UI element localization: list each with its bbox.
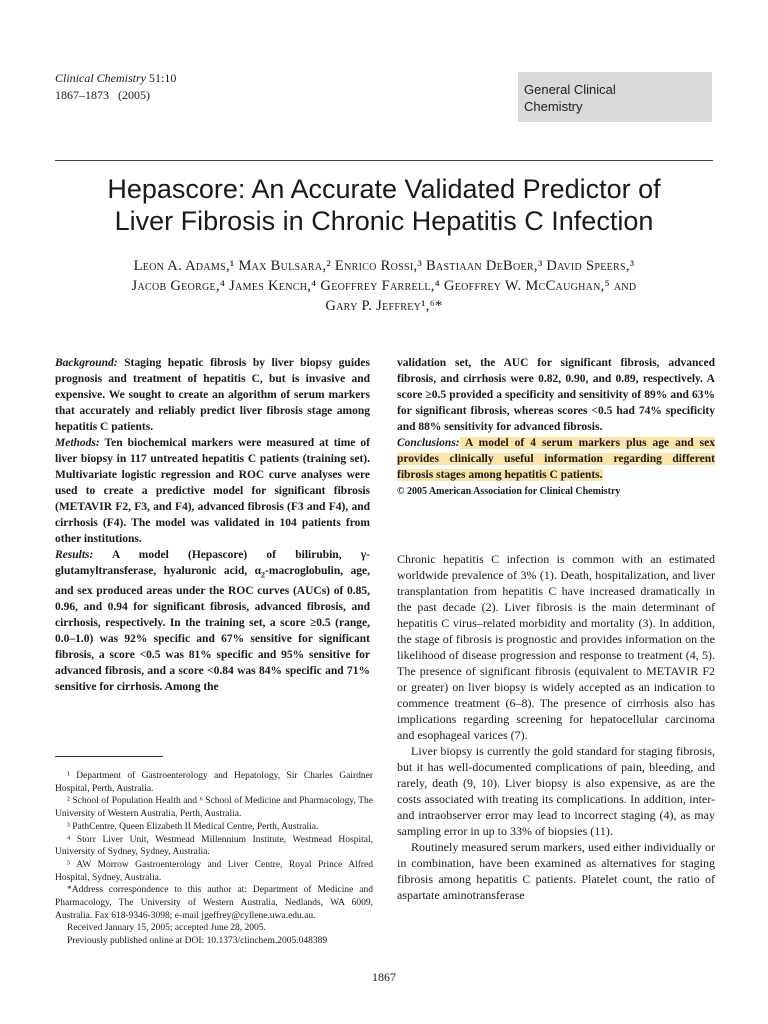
results-text-b: -macroglobulin, age, and sex produced areas under the ROC curves (AUCs) of 0.85, 0.96, and 0.94 for significant fibrosis, advanced fibrosis, and cirrhosis, respectively. In the training set, a score ≥0.5 (range, 0.0–1.0) was 92% specific and 67% sensitive for significant fibrosis, a score <0.5 was 81% specific and 95% sensitive for advanced fibrosis, and a score <0.84 was 84% specific and 71% sensitive for cirrhosis. Among the (55, 565, 370, 694)
conclusions-highlighted-text: A model of 4 serum markers plus age and sex provides clinically useful information regarding different fibrosis stages among hepatitis C patients. (397, 437, 715, 481)
section-label (518, 72, 712, 122)
results-text-a: A model (Hepascore) of bilirubin, γ-glutamyltransferase, hyaluronic acid, α (55, 549, 370, 577)
background-text: Staging hepatic fibrosis by liver biopsy guides prognosis and treatment of hepatitis C, but is invasive and expensive. We sought to create an algorithm of serum markers that accurately and reliably predict liver fibrosis stage among hepatitis C patients. (55, 357, 370, 433)
footnote-correspondence: *Address correspondence to this author at: Department of Medicine and Pharmacology, The University of Western Australia, Nedlands, WA 6009, Australia. Fax 618-9346-3098; e-mail jgeffrey@cyllene.uwa.edu.au. (55, 885, 373, 921)
authors-line3: Gary P. Jeffrey¹,⁶* (325, 298, 443, 314)
footnote-received: Received January 15, 2005; accepted June 28, 2005. (67, 923, 266, 934)
footnote-5: ⁵ AW Morrow Gastroenterology and Liver Centre, Royal Prince Alfred Hospital, Sydney, Australia. (55, 859, 373, 883)
footnote-1: ¹ Department of Gastroenterology and Hepatology, Sir Charles Gairdner Hospital, Perth, Australia. (55, 771, 373, 794)
abstract-results-continued: validation set, the AUC for significant fibrosis, advanced fibrosis, and cirrhosis were 0.82, 0.90, and 0.89, respectively. A score ≥0.5 provided a specificity and sensitivity of 89% and 63% for significant fibrosis, whereas scores <0.5 had 74% specificity and 88% sensitivity for advanced fibrosis. (397, 357, 715, 433)
page-number: 1867 (372, 970, 396, 984)
header-divider (55, 160, 713, 161)
abstract-methods (55, 435, 370, 547)
abstract-background (55, 355, 370, 435)
section-label-line2: Chemistry (524, 99, 583, 114)
abstract-conclusions (397, 435, 715, 483)
footnote-doi: Previously published online at DOI: 10.1373/clinchem.2005.048389 (67, 936, 328, 947)
abstract-left-column (55, 355, 370, 695)
methods-text: Ten biochemical markers were measured at time of liver biopsy in 117 untreated hepatitis C patients (training set). Multivariate logistic regression and ROC curve analyses were used to create a predictive model for significant fibrosis (METAVIR F2, F3, and F4), advanced fibrosis (F3 and F4), and cirrhosis (F4). The model was validated in 104 patients from other institutions. (55, 437, 370, 545)
conclusions-label: Conclusions: (397, 437, 460, 449)
body-text (397, 551, 715, 903)
abstract-right-column (397, 355, 715, 499)
author-list (40, 256, 728, 316)
pages-year: 1867–1873 (2005) (55, 88, 150, 102)
authors-line2: Jacob George,⁴ James Kench,⁴ Geoffrey Farrell,⁴ Geoffrey W. McCaughan,⁵ and (131, 278, 637, 294)
title-line1: Hepascore: An Accurate Validated Predictor of (107, 174, 661, 204)
body-paragraph-1: Chronic hepatitis C infection is common with an estimated worldwide prevalence of 3% (1). Death, hospitalization, and liver transplantation from hepatitis C have increased dramatically in the past decade (2). Liver fibrosis is the main determinant of hepatitis C virus–related morbidity and mortality (3). In addition, the stage of fibrosis is prognostic and provides information on the likelihood of disease progression and response to treatment (4, 5). The presence of significant fibrosis (equivalent to METAVIR F2 or greater) on liver biopsy is widely accepted as an indication to commence treatment (6–8). The presence of cirrhosis also has implications regarding screening for hepatocellular carcinoma and esophageal varices (7). (397, 552, 715, 742)
results-subscript: 2 (261, 570, 266, 580)
body-paragraph-2: Liver biopsy is currently the gold standard for staging fibrosis, but it has well-documented complications of pain, bleeding, and rarely, death (9, 10). Liver biopsy is also expensive, as are the costs associated with treating its complications. In addition, inter- and intraobserver error may lead to incorrect staging (4), as may sampling error in up to 33% of biopsies (11). (397, 744, 715, 838)
footnote-2: ² School of Population Health and ⁶ School of Medicine and Pharmacology, The University of Western Australia, Perth, Australia. (55, 796, 373, 820)
results-label: Results: (55, 549, 94, 561)
methods-label: Methods: (55, 437, 100, 449)
article-title (40, 173, 728, 237)
body-paragraph-3: Routinely measured serum markers, used either individually or in combination, have been examined as alternatives for staging fibrosis among hepatitis C patients. Platelet count, the ratio of aspartate aminotransferase (397, 840, 715, 902)
volume-issue: 51:10 (149, 71, 177, 85)
abstract-results (55, 547, 370, 695)
footnotes (55, 770, 373, 948)
footnote-3: ³ PathCentre, Queen Elizabeth II Medical Centre, Perth, Australia. (67, 821, 319, 832)
footnote-divider (55, 756, 163, 757)
copyright-notice: © 2005 American Association for Clinical Chemistry (397, 486, 621, 497)
journal-citation (55, 70, 176, 104)
journal-name: Clinical Chemistry (55, 71, 146, 85)
background-label: Background: (55, 357, 118, 369)
authors-line1: Leon A. Adams,¹ Max Bulsara,² Enrico Rossi,³ Bastiaan DeBoer,³ David Speers,³ (133, 258, 635, 274)
section-label-line1: General Clinical (524, 82, 616, 97)
footnote-4: ⁴ Storr Liver Unit, Westmead Millennium Institute, Westmead Hospital, University of Sydney, Sydney, Australia. (55, 834, 373, 858)
title-line2: Liver Fibrosis in Chronic Hepatitis C Infection (114, 206, 654, 236)
